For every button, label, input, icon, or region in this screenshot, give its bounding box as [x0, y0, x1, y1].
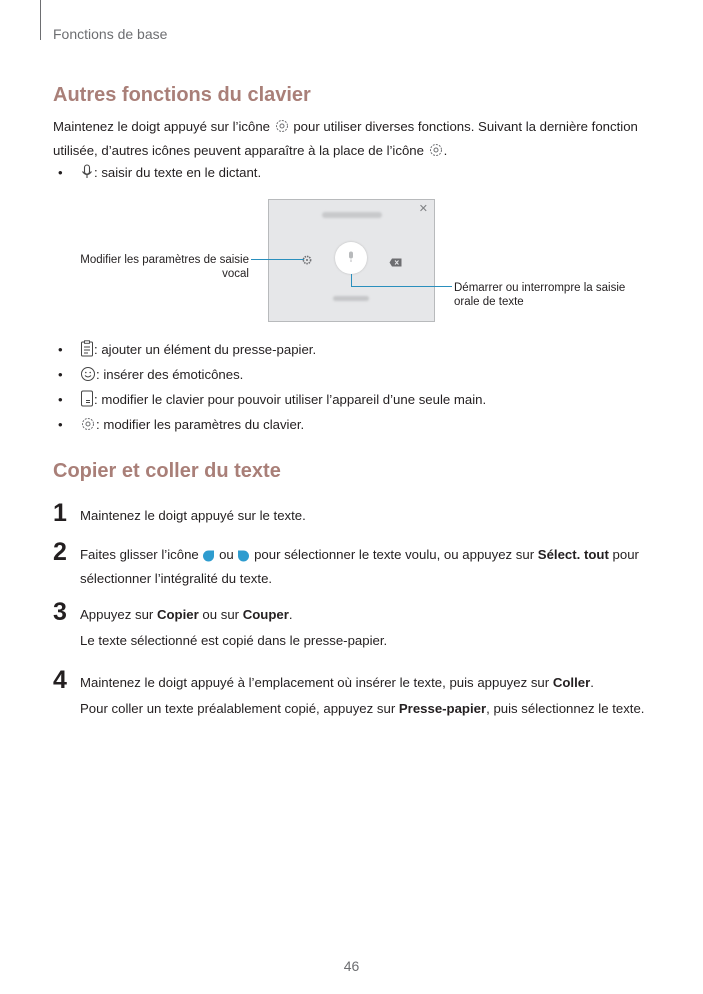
page-number: 46: [343, 958, 360, 974]
callout-line-left: [251, 259, 304, 260]
section-title-copy-paste: Copier et coller du texte: [53, 460, 281, 482]
bullet-keyboard-settings: • : modifier les paramètres du clavier.: [58, 415, 304, 438]
voice-input-panel-screenshot: [268, 199, 435, 322]
section-title-keyboard: Autres fonctions du clavier: [53, 84, 311, 106]
gear-icon: [274, 118, 290, 140]
one-hand-icon: [80, 390, 94, 413]
clipboard-icon: [80, 340, 94, 363]
running-header: Fonctions de base: [53, 26, 168, 42]
selection-handle-right-icon: [237, 547, 250, 568]
bullet-clipboard: • : ajouter un élément du presse-papier.: [58, 340, 316, 363]
blurred-google-label: [333, 296, 369, 301]
microphone-icon: [347, 251, 355, 267]
header-rule: [40, 0, 41, 40]
intro-paragraph: Maintenez le doigt appuyé sur l’icône pour utiliser diverses fonctions. Suivant la dernière fonction utilisée, d’autres icônes peuvent apparaître à la place de l’icône .: [53, 116, 658, 164]
callout-line-right-vertical: [351, 274, 352, 286]
blurred-panel-title: [322, 212, 382, 218]
step-3-note: Le texte sélectionné est copié dans le presse-papier.: [80, 633, 388, 648]
backspace-icon: [389, 255, 402, 270]
callout-start-stop-voice: Démarrer ou interrompre la saisie orale de texte: [454, 282, 626, 308]
gear-icon: [302, 253, 312, 268]
gear-icon: [80, 416, 96, 438]
microphone-icon: [80, 164, 94, 186]
gear-icon: [428, 142, 444, 164]
close-icon: ✕: [418, 203, 428, 215]
emoticon-icon: [80, 366, 96, 388]
step-4-note: Pour coller un texte préalablement copié, appuyez sur Presse-papier, puis sélectionnez le texte.: [80, 701, 645, 716]
selection-handle-left-icon: [202, 547, 215, 568]
bullet-voice-input: • : saisir du texte en le dictant.: [58, 163, 261, 186]
mic-button: [335, 242, 367, 274]
callout-voice-settings: Modifier les paramètres de saisie vocal: [80, 254, 249, 280]
callout-line-right: [351, 286, 452, 287]
bullet-emoticons: • : insérer des émoticônes.: [58, 365, 243, 388]
bullet-one-hand: • : modifier le clavier pour pouvoir utiliser l’appareil d’une seule main.: [58, 390, 486, 413]
